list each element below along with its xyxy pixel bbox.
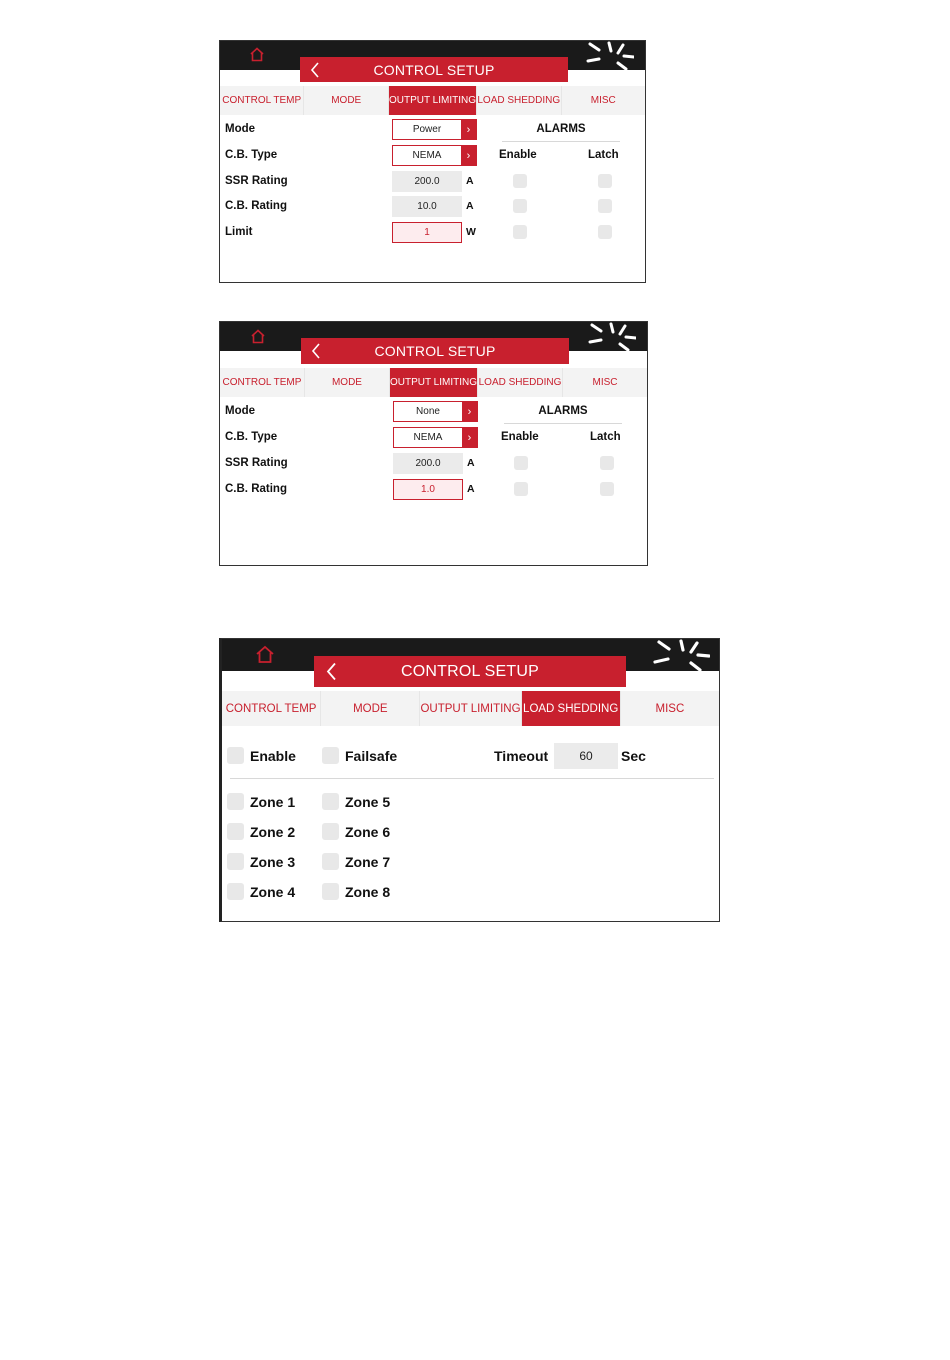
tab-misc[interactable]: MISC [592,377,618,388]
home-icon[interactable] [250,329,266,344]
limit-latch-checkbox[interactable] [598,225,612,239]
cb-rating-latch-checkbox[interactable] [598,199,612,213]
cb-rating-enable-checkbox[interactable] [514,482,528,496]
enable-checkbox[interactable] [227,747,244,764]
limit-enable-checkbox[interactable] [513,225,527,239]
limit-label: Limit [225,226,253,238]
enable-label: Enable [250,748,296,764]
tab-output-limiting[interactable]: OUTPUT LIMITING [390,368,478,397]
tab-misc[interactable]: MISC [590,95,616,106]
screen-output-limiting-none [219,321,648,566]
mode-label: Mode [225,405,256,417]
tab-control-temp[interactable]: CONTROL TEMP [220,86,304,115]
ssr-rating-unit: A [467,457,475,469]
cb-type-value: NEMA [413,432,443,443]
alarms-header: ALARMS [538,405,588,417]
spinner-icon [582,41,634,76]
chevron-right-icon[interactable]: › [462,402,477,421]
zone-7-label: Zone 7 [345,854,391,870]
zone-3-checkbox[interactable] [227,853,244,870]
zone-4-checkbox[interactable] [227,883,244,900]
mode-select[interactable] [393,401,478,422]
cb-type-label: C.B. Type [225,431,278,443]
mode-select[interactable] [392,119,477,140]
cb-rating-label: C.B. Rating [225,200,287,212]
cb-rating-label: C.B. Rating [225,483,287,495]
title-bar [301,338,569,364]
spinner-icon [584,322,636,357]
tab-mode[interactable]: MODE [305,368,390,397]
tab-mode[interactable]: MODE [304,86,388,115]
chevron-left-icon[interactable] [310,57,320,82]
mode-value: Power [412,124,442,135]
title-bar [314,656,626,687]
page-title: CONTROL SETUP [373,61,495,78]
cb-type-select[interactable] [393,427,478,448]
ssr-rating-label: SSR Rating [225,175,288,187]
limit-unit: W [466,226,476,238]
home-icon[interactable] [249,47,265,62]
ssr-rating-unit: A [466,175,474,187]
page-title: CONTROL SETUP [400,662,540,680]
chevron-left-icon[interactable] [311,338,321,364]
enable-column-label: Enable [501,431,539,443]
screen-load-shedding [219,638,720,922]
tab-load-shedding[interactable]: LOAD SHEDDING [477,86,561,115]
latch-column-label: Latch [588,149,619,161]
tab-bar [222,691,719,726]
zone-1-label: Zone 1 [250,794,296,810]
chevron-left-icon[interactable] [326,656,337,687]
failsafe-label: Failsafe [345,748,398,764]
cb-rating-enable-checkbox[interactable] [513,199,527,213]
enable-column-label: Enable [499,149,537,161]
ssr-rating-enable-checkbox[interactable] [513,174,527,188]
cb-rating-field[interactable]: 1.0 [393,479,463,500]
tab-load-shedding[interactable]: LOAD SHEDDING [522,691,621,726]
ssr-rating-latch-checkbox[interactable] [598,174,612,188]
cb-rating-latch-checkbox[interactable] [600,482,614,496]
mode-value: None [416,406,440,417]
cb-rating-unit: A [466,200,474,212]
section-divider [230,778,714,779]
chevron-right-icon[interactable]: › [461,120,476,139]
screen-output-limiting-power [219,40,646,283]
tab-mode[interactable]: MODE [321,691,420,726]
cb-type-value: NEMA [412,150,442,161]
zone-2-label: Zone 2 [250,824,296,840]
zone-1-checkbox[interactable] [227,793,244,810]
latch-column-label: Latch [590,431,621,443]
tab-output-limiting[interactable]: OUTPUT LIMITING [389,86,477,115]
chevron-right-icon[interactable]: › [461,146,476,165]
ssr-rating-label: SSR Rating [225,457,288,469]
zone-6-checkbox[interactable] [322,823,339,840]
alarms-divider [502,141,620,142]
zone-7-checkbox[interactable] [322,853,339,870]
title-bar [300,57,568,82]
zone-4-label: Zone 4 [250,884,296,900]
timeout-unit: Sec [621,748,646,764]
ssr-rating-field[interactable]: 200.0 [393,453,463,474]
timeout-label: Timeout [494,748,549,764]
ssr-rating-enable-checkbox[interactable] [514,456,528,470]
tab-control-temp[interactable]: CONTROL TEMP [220,368,305,397]
limit-field[interactable]: 1 [392,222,462,243]
cb-rating-unit: A [467,483,475,495]
tab-bar [220,86,645,115]
cb-rating-field[interactable]: 10.0 [392,196,462,217]
zone-5-checkbox[interactable] [322,793,339,810]
alarms-header: ALARMS [536,123,586,135]
tab-bar [220,368,647,397]
ssr-rating-field[interactable]: 200.0 [392,171,462,192]
cb-type-label: C.B. Type [225,149,278,161]
tab-misc[interactable]: MISC [655,702,685,715]
zone-6-label: Zone 6 [345,824,391,840]
page-title: CONTROL SETUP [374,343,496,359]
zone-8-label: Zone 8 [345,884,391,900]
tab-load-shedding[interactable]: LOAD SHEDDING [478,368,563,397]
tab-output-limiting[interactable]: OUTPUT LIMITING [420,691,521,726]
zone-2-checkbox[interactable] [227,823,244,840]
zone-5-label: Zone 5 [345,794,391,810]
zone-3-label: Zone 3 [250,854,296,870]
alarms-divider [504,423,622,424]
zone-8-checkbox[interactable] [322,883,339,900]
tab-control-temp[interactable]: CONTROL TEMP [222,691,321,726]
failsafe-checkbox[interactable] [322,747,339,764]
home-icon[interactable] [255,645,275,664]
mode-label: Mode [225,123,256,135]
timeout-field[interactable]: 60 [554,743,618,769]
cb-type-select[interactable] [392,145,477,166]
chevron-right-icon[interactable]: › [462,428,477,447]
spinner-icon [650,639,710,677]
ssr-rating-latch-checkbox[interactable] [600,456,614,470]
